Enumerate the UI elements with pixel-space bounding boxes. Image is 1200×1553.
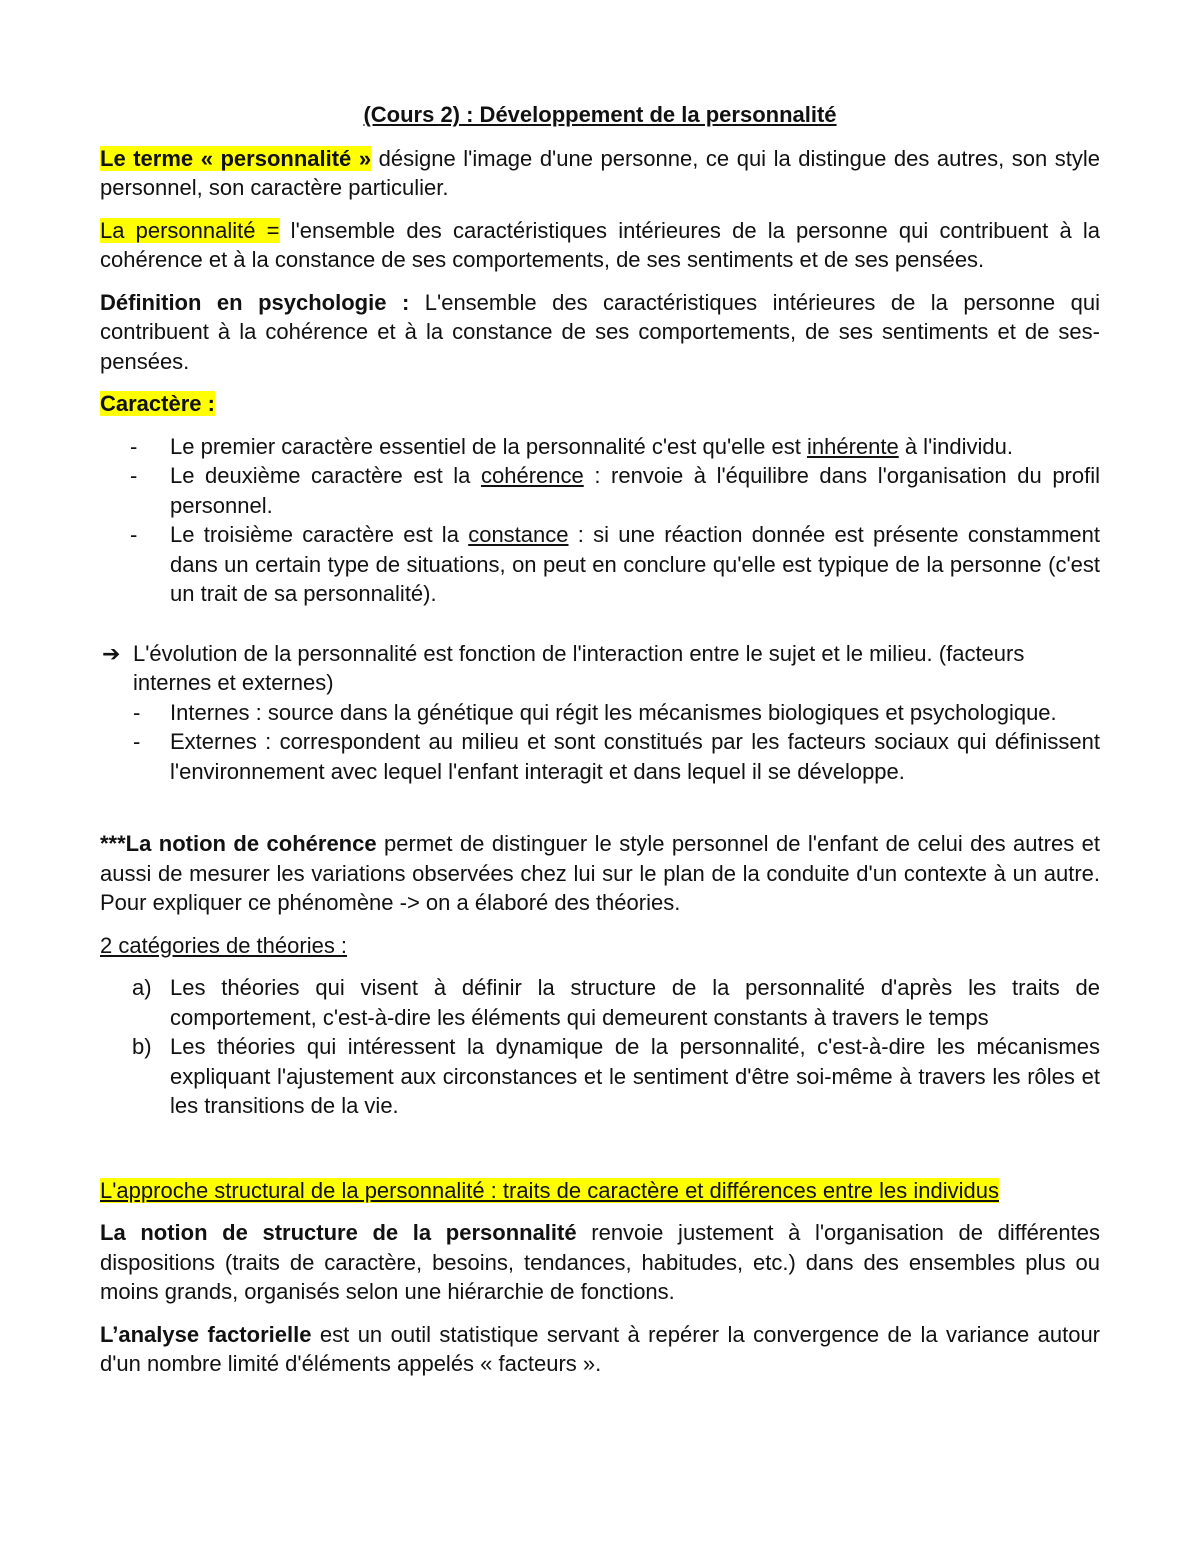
analyse-text: est un outil statistique servant à repérer la convergence de la variance autour d'un nombre limité d'éléments appelés « facteurs ».	[100, 1321, 1101, 1376]
evolution-block	[100, 639, 1100, 787]
list-item	[100, 1032, 1100, 1121]
facteurs-list	[133, 698, 1100, 787]
list-item-text: Internes : source dans la génétique qui régit les mécanismes biologiques et psychologique.	[170, 699, 1057, 725]
structure-paragraph	[100, 1218, 1100, 1307]
list-item	[133, 727, 1100, 786]
definition-terme	[100, 144, 1100, 203]
dash-bullet: -	[130, 522, 138, 547]
arrow-right-icon: ➔	[102, 640, 121, 666]
list-marker: a)	[132, 975, 152, 1000]
list-item-text: Le premier caractère essentiel de la personnalité c'est qu'elle est	[170, 433, 807, 459]
page-title: (Cours 2) : Développement de la personnalité	[363, 102, 837, 127]
evolution-text: L'évolution de la personnalité est fonction de l'interaction entre le sujet et le milieu. (facteurs internes et externes)	[133, 640, 1025, 695]
categories-heading-text: 2 catégories de théories :	[100, 932, 348, 958]
definition-psychologie-text: L'ensemble des caractéristiques intérieures de la personne qui contribuent à la cohérence et à la constance de ses comportements, de ses sentiments et de ses-pensées.	[100, 289, 1101, 374]
term-personnalite: Le terme « personnalité »	[100, 145, 372, 171]
categories-list	[100, 973, 1100, 1121]
dash-bullet: -	[133, 699, 141, 725]
list-item	[100, 461, 1100, 520]
approche-heading-text: L'approche structural de la personnalité : traits de caractère et différences entre les individus	[100, 1177, 999, 1203]
list-item	[100, 520, 1100, 609]
list-item-text: Le deuxième caractère est la	[170, 463, 481, 488]
approche-heading	[100, 1176, 1100, 1206]
list-item-text: Externes : correspondent au milieu et sont constitués par les facteurs sociaux qui définissent l'environnement avec lequel l'enfant interagit et dans lequel il se développe.	[170, 729, 1100, 784]
list-item-text: Les théories qui intéressent la dynamique de la personnalité, c'est-à-dire les mécanismes expliquant l'ajustement aux circonstances et le sentiment d'être soi-même à travers les rôles et les transitions de la vie.	[170, 1034, 1100, 1118]
list-item-text: : si une réaction donnée est présente constamment dans un certain type de situations, on peut en conclure qu'elle est typique de la personne (c'est un trait de sa personnalité).	[170, 522, 1100, 606]
dash-bullet: -	[133, 729, 141, 754]
coherence-paragraph	[100, 829, 1100, 918]
underlined-term: inhérente	[806, 433, 899, 459]
underlined-term: constance	[468, 522, 569, 547]
document-page	[100, 100, 1100, 1392]
list-item	[100, 973, 1100, 1032]
list-item-text: Les théories qui visent à définir la structure de la personnalité d'après les traits de comportement, c'est-à-dire les éléments qui demeurent constants à travers le temps	[170, 975, 1100, 1030]
list-item-text: : renvoie à l'équilibre dans l'organisation du profil personnel.	[170, 463, 1100, 518]
structure-text: renvoie justement à l'organisation de différentes dispositions (traits de caractère, besoins, tendances, habitudes, etc.) dans des ensembles plus ou moins grands, organisés selon une hiérarchie de fonctions.	[100, 1220, 1100, 1304]
analyse-paragraph	[100, 1320, 1100, 1379]
caractere-heading	[100, 389, 1100, 419]
list-item-text: Le troisième caractère est la	[170, 522, 469, 547]
categories-heading	[100, 931, 1100, 961]
list-item	[100, 432, 1100, 462]
definition-personnalite	[100, 216, 1100, 275]
dash-bullet: -	[130, 463, 138, 488]
caractere-list	[100, 432, 1100, 609]
definition-terme-text: désigne l'image d'une personne, ce qui la distingue des autres, son style personnel, son caractère particulier.	[100, 145, 1100, 200]
underlined-term: cohérence	[480, 463, 584, 488]
term-structure: La notion de structure de la personnalité	[100, 1220, 577, 1245]
list-marker: b)	[132, 1034, 152, 1059]
list-item	[133, 698, 1100, 728]
term-analyse-factorielle: L’analyse factorielle	[100, 1321, 312, 1347]
term-definition-psychologie: Définition en psychologie :	[100, 289, 410, 315]
coherence-text: permet de distinguer le style personnel de l'enfant de celui des autres et aussi de mesurer les variations observées chez lui sur le plan de la conduite d'un contexte à un autre. Pour expliquer ce phénomène -> on a élaboré des théories.	[100, 831, 1100, 915]
term-coherence: ***La notion de cohérence	[100, 831, 377, 856]
definition-personnalite-text: l'ensemble des caractéristiques intérieures de la personne qui contribuent à la cohérence et à la constance de ses comportements, de ses sentiments et de ses pensées.	[100, 217, 1100, 272]
spacer	[100, 1134, 1100, 1176]
definition-psychologie	[100, 288, 1100, 377]
term-la-personnalite: La personnalité =	[100, 217, 280, 243]
spacer	[100, 799, 1100, 829]
list-item-text: à l'individu.	[898, 433, 1013, 459]
dash-bullet: -	[130, 433, 138, 459]
caractere-heading-text: Caractère :	[100, 391, 215, 416]
